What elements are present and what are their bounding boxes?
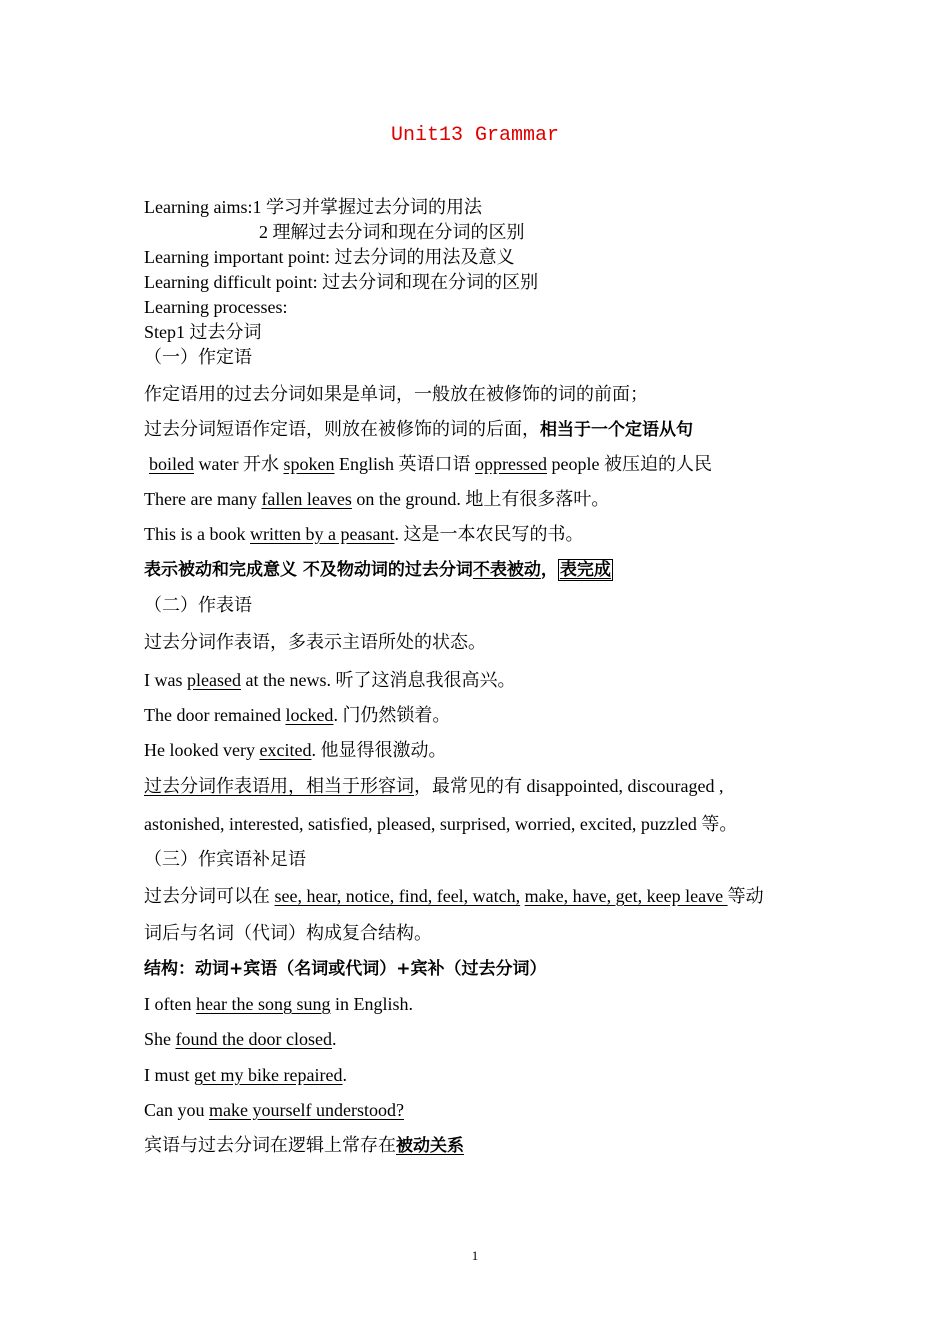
example-text: . <box>331 1029 337 1049</box>
note-boxed: 表完成 <box>559 560 611 580</box>
section3-example2 <box>144 1027 336 1051</box>
example-text: people 被压迫的人民 <box>546 454 712 474</box>
example-underlined: locked <box>285 705 334 725</box>
learning-aims-line2: 2 理解过去分词和现在分词的区别 <box>259 222 525 242</box>
note-text: ，最常见的有 disappointed, discouraged , <box>414 776 724 796</box>
section3-example1 <box>144 992 413 1016</box>
note-bold-underlined: 被动关系 <box>396 1136 464 1156</box>
section3-heading: （三）作宾语补足语 <box>144 849 306 869</box>
section1-example2 <box>144 487 609 511</box>
example-underlined: fallen leaves <box>261 489 352 509</box>
note-underlined: 不表被动 <box>472 560 541 580</box>
note-bold: 表示被动和完成意义 不及物动词的过去分词 <box>144 560 473 580</box>
rule-text: 等动 <box>727 886 764 906</box>
important-point: Learning important point: 过去分词的用法及意义 <box>144 247 515 267</box>
example-text: . 他显得很激动。 <box>311 740 447 760</box>
section2-example1 <box>144 668 515 692</box>
rule-text: 过去分词可以在 <box>144 886 275 906</box>
structure-bold: 结构：动词+宾语（名词或代词）+宾补（过去分词） <box>144 959 547 979</box>
document-title: Unit13 Grammar <box>390 124 560 147</box>
section2-word-list: astonished, interested, satisfied, pleased, surprised, worried, excited, puzzled 等。 <box>144 814 738 834</box>
example-text: I often <box>144 994 196 1014</box>
section2-example3 <box>144 738 446 762</box>
example-text: I must <box>144 1065 195 1085</box>
example-text: The door remained <box>144 705 286 725</box>
example-text: in English. <box>330 994 413 1014</box>
example-text: . 这是一本农民写的书。 <box>394 524 584 544</box>
learning-processes: Learning processes: <box>144 297 288 317</box>
example-text: There are many <box>144 489 262 509</box>
example-text: English 英语口语 <box>334 454 475 474</box>
word-spoken: spoken <box>283 454 335 474</box>
example-text: . 门仍然锁着。 <box>333 705 451 725</box>
section3-final-note <box>144 1133 464 1158</box>
section2-rule: 过去分词作表语，多表示主语所处的状态。 <box>144 632 486 652</box>
example-text: He looked very <box>144 740 260 760</box>
section3-example3 <box>144 1063 347 1087</box>
section2-example2 <box>144 703 450 727</box>
word-oppressed: oppressed <box>475 454 547 474</box>
verbs-underlined-2: make, have, get, keep leave <box>524 886 728 906</box>
example-text: on the ground. 地上有很多落叶。 <box>351 489 610 509</box>
example-text: at the news. 听了这消息我很高兴。 <box>240 670 516 690</box>
example-text: Can you <box>144 1100 209 1120</box>
example-text: . <box>342 1065 347 1085</box>
section2-heading: （二）作表语 <box>144 595 252 615</box>
section3-rule-line1 <box>144 884 764 908</box>
rule2-text: 过去分词短语作定语，则放在被修饰的词的后面， <box>144 419 540 439</box>
section3-structure <box>144 956 547 981</box>
note-comma: ， <box>540 560 558 580</box>
difficult-point: Learning difficult point: 过去分词和现在分词的区别 <box>144 272 539 292</box>
section1-heading: （一）作定语 <box>144 347 252 367</box>
example-underlined: hear the song sung <box>195 994 331 1014</box>
example-text: I was <box>144 670 187 690</box>
section1-example3 <box>144 522 583 546</box>
example-text: She <box>144 1029 176 1049</box>
section1-rule2 <box>144 417 693 442</box>
note-text: 宾语与过去分词在逻辑上常存在 <box>144 1135 396 1155</box>
rule2-bold: 相当于一个定语从句 <box>540 420 693 440</box>
example-underlined: excited <box>259 740 312 760</box>
section3-rule-line2: 词后与名词（代词）构成复合结构。 <box>144 923 432 943</box>
verbs-underlined-1: see, hear, notice, find, feel, watch, <box>274 886 521 906</box>
section3-example4 <box>144 1098 404 1122</box>
section1-note <box>144 557 613 582</box>
section2-note <box>144 774 723 798</box>
example-text: This is a book <box>144 524 250 544</box>
example-underlined: found the door closed <box>175 1029 332 1049</box>
learning-aims-line1: Learning aims:1 学习并掌握过去分词的用法 <box>144 197 482 217</box>
section1-example1 <box>149 452 712 476</box>
example-underlined: pleased <box>187 670 241 690</box>
section1-rule1: 作定语用的过去分词如果是单词，一般放在被修饰的词的前面； <box>144 384 648 404</box>
example-underlined: get my bike repaired <box>194 1065 343 1085</box>
step1-heading: Step1 过去分词 <box>144 322 262 342</box>
example-underlined: make yourself understood? <box>209 1100 404 1120</box>
example-text: water 开水 <box>194 454 284 474</box>
word-boiled: boiled <box>149 454 194 474</box>
page-number: 1 <box>471 1248 479 1263</box>
example-underlined: written by a peasant <box>250 524 395 544</box>
note-underlined: 过去分词作表语用，相当于形容词 <box>144 776 414 796</box>
